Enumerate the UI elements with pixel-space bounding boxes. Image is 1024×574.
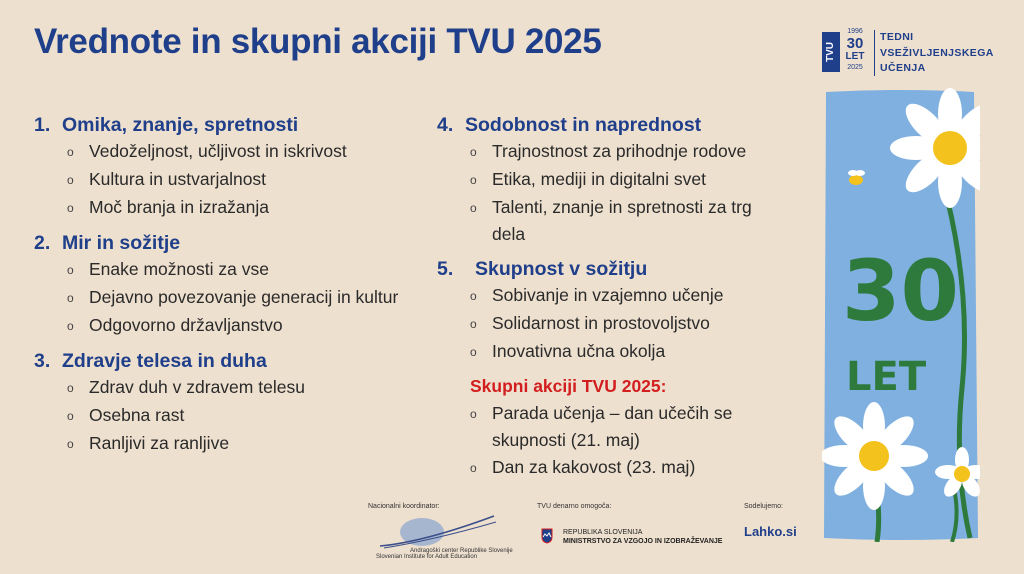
illustration-let: LET: [846, 354, 927, 400]
list-item: [437, 282, 797, 310]
bullet-icon: o: [67, 145, 74, 159]
list-item-text: Vedoželjnost, učljivost in iskrivost: [89, 141, 347, 161]
page-title: Vrednote in skupni akciji TVU 2025: [34, 22, 602, 61]
value-heading: [34, 348, 414, 374]
list-item: [34, 138, 414, 166]
list-item-text: Moč branja in izražanja: [89, 197, 269, 217]
list-item-text: Parada učenja – dan učečih se skupnosti (21. maj): [492, 403, 733, 450]
value-heading: [437, 256, 797, 282]
list-item: [34, 166, 414, 194]
values-right-column: [437, 108, 797, 482]
list-item-text: Odgovorno državljanstvo: [89, 315, 283, 335]
ministry-name: [563, 528, 722, 546]
list-item-text: Dejavno povezovanje generacij in kultur: [89, 287, 399, 307]
list-item: [437, 338, 797, 366]
bullet-icon: o: [470, 317, 477, 331]
list-item: [437, 454, 797, 482]
bullet-icon: o: [67, 173, 74, 187]
bullet-icon: o: [470, 289, 477, 303]
illustration-thirty: 30: [842, 242, 959, 340]
values-left-column: [34, 108, 414, 458]
bullet-icon: o: [67, 201, 74, 215]
value-number: 4.: [437, 114, 454, 136]
daisy-illustration: [822, 88, 980, 542]
list-item-text: Kultura in ustvarjalnost: [89, 169, 267, 189]
ministry-line-1: REPUBLIKA SLOVENIJA: [563, 529, 643, 536]
list-item: [437, 400, 777, 454]
logo-text: [880, 30, 994, 77]
coordinator-label: Nacionalni koordinator:: [368, 503, 440, 510]
list-item: [437, 166, 797, 194]
value-number: 3.: [34, 350, 51, 372]
list-item: [34, 312, 414, 340]
logo-line-1: TEDNI: [880, 31, 914, 43]
actions-heading: Skupni akciji TVU 2025:: [470, 376, 667, 396]
list-item-text: Sobivanje in vzajemno učenje: [492, 285, 724, 305]
list-item: [437, 310, 797, 338]
list-item-text: Osebna rast: [89, 405, 185, 425]
value-heading: [34, 230, 414, 256]
coat-of-arms-icon: [541, 528, 553, 544]
list-item-text: Zdrav duh v zdravem telesu: [89, 377, 305, 397]
bullet-icon: o: [67, 381, 74, 395]
value-heading: [437, 112, 797, 138]
value-title: Mir in sožitje: [62, 232, 181, 254]
list-item: [34, 256, 414, 284]
value-title: Zdravje telesa in duha: [62, 350, 267, 372]
bullet-icon: o: [470, 173, 477, 187]
value-group-2: [34, 230, 414, 340]
funding-label: TVU denarno omogoča:: [537, 503, 612, 510]
list-item-text: Solidarnost in prostovoljstvo: [492, 313, 710, 333]
partner-label: Sodelujemo:: [744, 503, 783, 510]
logo-year-end: 2025: [847, 64, 863, 71]
acs-name-en: Slovenian Institute for Adult Education: [376, 554, 478, 560]
value-heading: [34, 112, 414, 138]
list-item: [34, 374, 414, 402]
logo-thirty: 30: [846, 35, 864, 52]
list-item-text: Trajnostnost za prihodnje rodove: [492, 141, 747, 161]
list-item: [437, 194, 787, 248]
bullet-icon: o: [67, 437, 74, 451]
bullet-icon: o: [67, 263, 74, 277]
joint-actions: [437, 372, 797, 482]
value-number: 1.: [34, 114, 51, 136]
list-item: [34, 430, 414, 458]
logo-year-start: 1996: [847, 28, 863, 35]
logo-divider: [874, 30, 875, 76]
tvu-logo: [822, 28, 1012, 80]
list-item-text: Etika, mediji in digitalni svet: [492, 169, 706, 189]
bullet-icon: o: [470, 345, 477, 359]
bullet-icon: o: [470, 407, 477, 421]
value-title: Omika, znanje, spretnosti: [62, 114, 299, 136]
list-item: [34, 284, 404, 312]
bullet-icon: o: [67, 319, 74, 333]
value-title: Skupnost v sožitju: [475, 258, 648, 280]
bullet-icon: o: [67, 409, 74, 423]
list-item: [437, 138, 797, 166]
bullet-icon: o: [67, 291, 74, 305]
list-item: [34, 194, 414, 222]
value-group-4: [437, 112, 797, 248]
value-number: 5.: [437, 258, 454, 280]
list-item-text: Enake možnosti za vse: [89, 259, 269, 279]
bullet-icon: o: [470, 461, 477, 475]
value-number: 2.: [34, 232, 51, 254]
ministry-line-2: MINISTRSTVO ZA VZGOJO IN IZOBRAŽEVANJE: [563, 538, 723, 545]
value-group-3: [34, 348, 414, 458]
logo-line-2: VSEŽIVLJENJSKEGA: [880, 46, 994, 59]
acs-name-si: Andragoški center Republike Slovenije: [410, 548, 513, 554]
logo-tvu-mark: TVU: [822, 32, 840, 72]
bullet-icon: o: [470, 201, 477, 215]
partner-logo: Lahko.si: [744, 524, 797, 539]
logo-let: LET: [845, 51, 865, 62]
list-item-text: Ranljivi za ranljive: [89, 433, 230, 453]
list-item-text: Dan za kakovost (23. maj): [492, 457, 696, 477]
logo-line-3: UČENJA: [880, 62, 926, 74]
bullet-icon: o: [470, 145, 477, 159]
list-item-text: Inovativna učna okolja: [492, 341, 666, 361]
value-title: Sodobnost in naprednost: [465, 114, 702, 136]
value-group-1: [34, 112, 414, 222]
value-group-5: [437, 256, 797, 366]
list-item: [34, 402, 414, 430]
list-item-text: Talenti, znanje in spretnosti za trg dela: [492, 197, 752, 244]
